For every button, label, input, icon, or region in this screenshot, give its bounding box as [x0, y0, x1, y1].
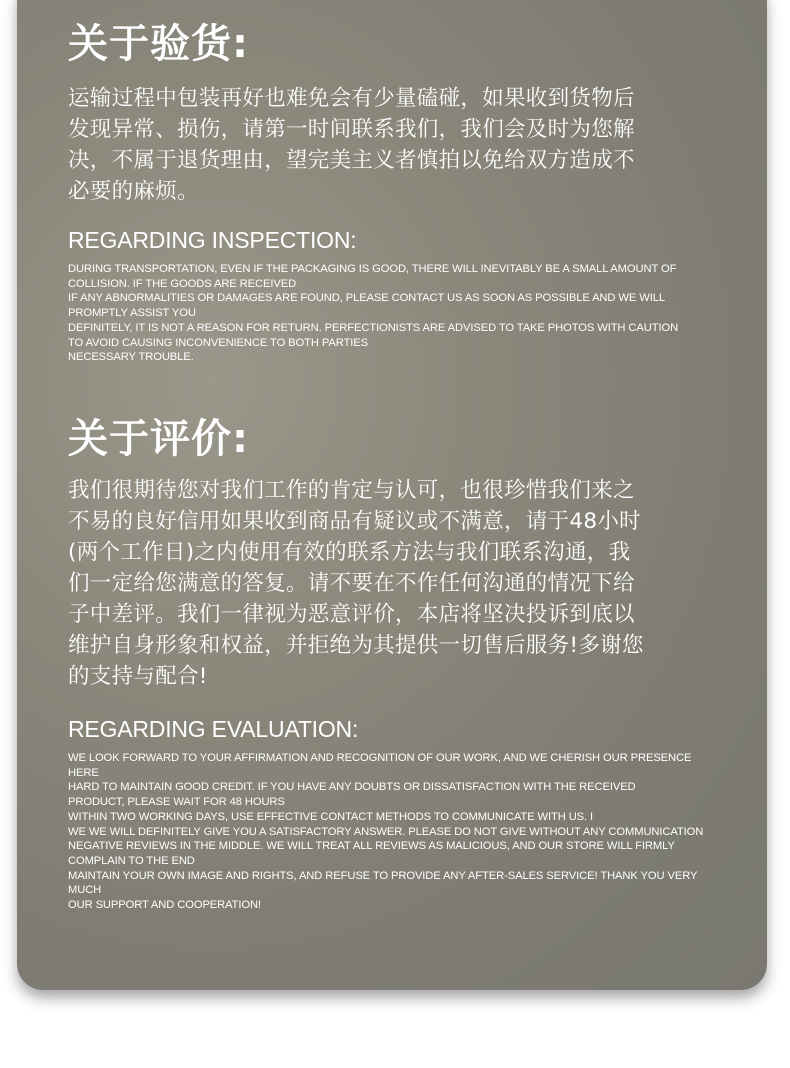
evaluation-en-title: REGARDING EVALUATION:: [68, 716, 359, 742]
inspection-cn-title: 关于验货:: [68, 21, 249, 67]
notice-card: [17, 0, 767, 990]
evaluation-en-body: WE LOOK FORWARD TO YOUR AFFIRMATION AND RECOGNITION OF OUR WORK, AND WE CHERISH OUR PRESENCE HERE HARD TO MAINTAIN GOOD CREDIT. IF YOU HAVE ANY DOUBTS OR DISSATISFACTION WITH THE RECEIVED PRODUCT, PLEASE WAIT FOR 48 HOURS WITHIN TWO WORKING DAYS, USE EFFECTIVE CONTACT METHODS TO COMMUNICATE WITH US. I WE WE WILL DEFINITELY GIVE YOU A SATISFACTORY ANSWER. PLEASE DO NOT GIVE WITHOUT ANY COMMUNICATION NEGATIVE REVIEWS IN THE MIDDLE. WE WILL TREAT ALL REVIEWS AS MALICIOUS, AND OUR STORE WILL FIRMLY COMPLAIN TO THE END MAINTAIN YOUR OWN IMAGE AND RIGHTS, AND REFUSE TO PROVIDE ANY AFTER-SALES SERVICE! THANK YOU VERY MUCH OUR SUPPORT AND COOPERATION!: [68, 752, 704, 912]
evaluation-cn-title: 关于评价:: [68, 416, 249, 462]
inspection-cn-body-wrap: [68, 83, 738, 207]
inspection-cn-body: 运输过程中包装再好也难免会有少量磕碰，如果收到货物后 发现异常、损伤，请第一时间联系我们，我们会及时为您解 决，不属于退货理由，望完美主义者慎拍以免给双方造成不 必要的麻烦。: [68, 86, 635, 204]
inspection-en-title: REGARDING INSPECTION:: [68, 227, 357, 253]
evaluation-en-body-wrap: [68, 751, 738, 913]
inspection-en-body: DURING TRANSPORTATION, EVEN IF THE PACKAGING IS GOOD, THERE WILL INEVITABLY BE A SMALL AMOUNT OF COLLISION. IF THE GOODS ARE RECEIVED IF ANY ABNORMALITIES OR DAMAGES ARE FOUND, PLEASE CONTACT US AS SOON AS POSSIBLE AND WE WILL PROMPTLY ASSIST YOU DEFINITELY, IT IS NOT A REASON FOR RETURN. PERFECTIONISTS ARE ADVISED TO TAKE PHOTOS WITH CAUTION TO AVOID CAUSING INCONVENIENCE TO BOTH PARTIES NECESSARY TROUBLE.: [68, 263, 679, 364]
inspection-en-title-wrap: [68, 229, 738, 252]
evaluation-cn-body-wrap: [68, 475, 738, 692]
evaluation-cn-body: 我们很期待您对我们工作的肯定与认可，也很珍惜我们来之 不易的良好信用如果收到商品有疑议或不满意，请于48小时 (两个工作日)之内使用有效的联系方法与我们联系沟通，我 们一定给您满意的答复。请不要在不作任何沟通的情况下给 子中差评。我们一律视为恶意评价，本店将坚决投诉到底以 维护自身形象和权益，并拒绝为其提供一切售后服务!多谢您 的支持与配合!: [68, 478, 644, 689]
inspection-cn-section: [68, 21, 738, 67]
inspection-en-body-wrap: [68, 262, 738, 365]
evaluation-en-title-wrap: [68, 718, 738, 741]
evaluation-cn-section: [68, 416, 738, 462]
